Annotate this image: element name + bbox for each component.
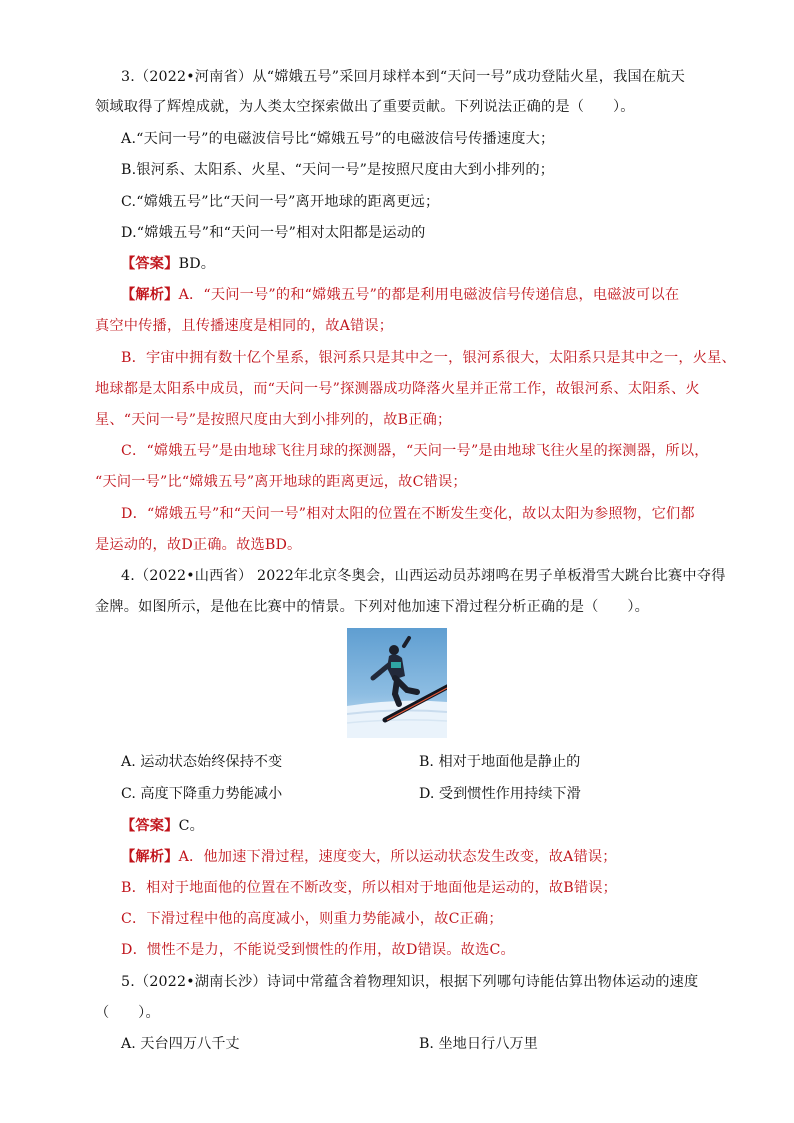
analysis-text: A．他加速下滑过程，速度变大，所以运动状态发生改变，故A错误；: [178, 849, 617, 865]
answer-value: BD。: [178, 256, 216, 272]
q3-stem-line2: 领域取得了辉煌成就，为人类太空探索做出了重要贡献。下列说法正确的是（ ）。: [95, 99, 635, 115]
q3-option-a: A.“天问一号”的电磁波信号比“嫦娥五号”的电磁波信号传播速度大；: [121, 131, 555, 147]
q3-option-c: C.“嫦娥五号”比“天问一号”离开地球的距离更远；: [121, 194, 440, 210]
q4-analysis-line4: D．惯性不是力，不能说受到惯性的作用，故D错误。故选C。: [121, 942, 515, 958]
q5-option-b: B. 坐地日行八万里: [419, 1036, 538, 1052]
q3-analysis-line3: B．宇宙中拥有数十亿个星系，银河系只是其中之一，银河系很大，太阳系只是其中之一，火星、: [121, 350, 736, 366]
snowboarder-illustration: [347, 628, 447, 738]
q4-option-c: C. 高度下降重力势能减小: [121, 786, 283, 802]
q3-analysis-line6: C．“嫦娥五号”是由地球飞往月球的探测器，“天问一号”是由地球飞往火星的探测器，所以，: [121, 443, 709, 459]
answer-value: C。: [178, 818, 205, 834]
analysis-tag: 【解析】: [121, 287, 179, 303]
q4-option-d: D. 受到惯性作用持续下滑: [419, 786, 581, 802]
q3-analysis-line5: 星、“天问一号”是按照尺度由大到小排列的，故B正确；: [95, 412, 452, 428]
analysis-text: A．“天问一号”的和“嫦娥五号”的都是利用电磁波信号传递信息，电磁波可以在: [178, 287, 680, 303]
q3-stem-line1: 3.（2022•河南省）从“嫦娥五号”采回月球样本到“天问一号”成功登陆火星，我国在航天: [121, 69, 686, 85]
q5-stem-line1: 5.（2022•湖南长沙）诗词中常蕴含着物理知识，根据下列哪句诗能估算出物体运动的速度: [121, 974, 699, 990]
q4-option-b: B. 相对于地面他是静止的: [419, 754, 581, 770]
q4-analysis-line3: C．下滑过程中他的高度减小，则重力势能减小，故C正确；: [121, 911, 503, 927]
q3-analysis-line4: 地球都是太阳系中成员，而“天问一号”探测器成功降落火星并正常工作，故银河系、太阳系、火: [95, 381, 700, 397]
q4-analysis-line2: B．相对于地面他的位置在不断改变，所以相对于地面他是运动的，故B错误；: [121, 880, 618, 896]
answer-tag: 【答案】: [121, 818, 179, 834]
q3-analysis-line2: 真空中传播，且传播速度是相同的，故A错误；: [95, 318, 394, 334]
q3-analysis-line7: “天问一号”比“嫦娥五号”离开地球的距离更远，故C错误；: [95, 474, 467, 490]
q4-analysis-line1: [121, 847, 617, 867]
q4-stem-line1: 4.（2022•山西省） 2022年北京冬奥会，山西运动员苏翊鸣在男子单板滑雪大跳台比赛中夺得: [121, 568, 726, 584]
answer-tag: 【答案】: [121, 256, 179, 272]
q3-option-b: B.银河系、太阳系、火星、“天问一号”是按照尺度由大到小排列的；: [121, 162, 555, 178]
q3-analysis-line1: [121, 285, 679, 305]
q5-stem-line2: （ ）。: [95, 1005, 160, 1021]
q4-stem-line2: 金牌。如图所示，是他在比赛中的情景。下列对他加速下滑过程分析正确的是（ ）。: [95, 599, 650, 615]
analysis-tag: 【解析】: [121, 849, 179, 865]
q3-option-d: D.“嫦娥五号”和“天问一号”相对太阳都是运动的: [121, 225, 426, 241]
q3-analysis-line8: D．“嫦娥五号”和“天问一号”相对太阳的位置在不断发生变化，故以太阳为参照物，它们都: [121, 506, 695, 522]
q4-option-a: A. 运动状态始终保持不变: [121, 754, 283, 770]
snowboarder-photo: [347, 628, 447, 738]
q5-option-a: A. 天台四万八千丈: [121, 1036, 240, 1052]
q3-answer: [121, 254, 215, 274]
q3-analysis-line9: 是运动的，故D正确。故选BD。: [95, 537, 302, 553]
q4-answer: [121, 816, 204, 836]
